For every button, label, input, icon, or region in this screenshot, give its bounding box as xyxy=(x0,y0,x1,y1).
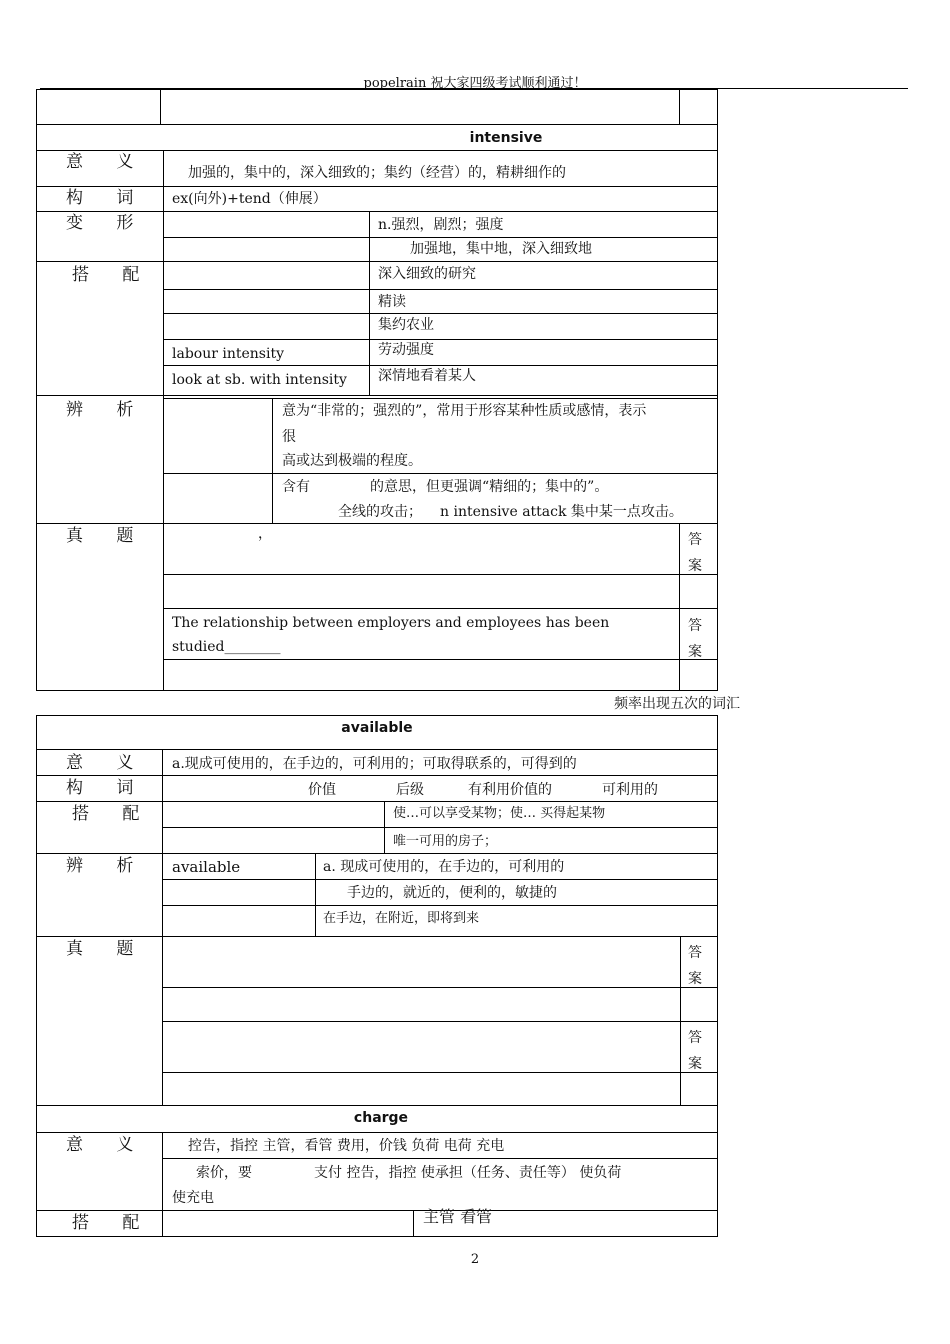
charge-meaning-1: 控告，指控 主管，看管 费用，价钱 负荷 电荷 充电 xyxy=(188,1138,505,1154)
intensive-distinction-1-line2: 很 xyxy=(282,429,296,445)
intensive-colloc-1-zh: 深入细致的研究 xyxy=(378,266,476,282)
available-answer-2: 答案 xyxy=(688,1030,702,1072)
intensive-colloc-5-en: look at sb. with intensity xyxy=(172,372,347,388)
intensive-word: intensive xyxy=(469,130,543,146)
intensive-distinction-2c: 全线的攻击； xyxy=(338,504,422,520)
intensive-forms-label: 变 形 xyxy=(66,213,148,233)
charge-meaning-label: 意 义 xyxy=(66,1135,148,1155)
charge-word: charge xyxy=(353,1110,409,1126)
intensive-exam-2-line2: studied________ xyxy=(172,639,281,655)
available-collocation-label: 搭 配 xyxy=(72,804,154,824)
charge-collocation-label: 搭 配 xyxy=(72,1213,154,1233)
intensive-form-2: 加强地，集中地，深入细致地 xyxy=(410,241,592,257)
page-header: popelrain 祝大家四级考试顺利通过！ xyxy=(363,76,587,91)
available-formation-4: 可利用的 xyxy=(602,782,658,798)
available-distinction-2: 手边的，就近的，便利的，敏捷的 xyxy=(347,885,557,901)
charge-meaning-2a: 索价，要 xyxy=(196,1165,252,1181)
available-distinction-3: 在手边，在附近，即将到来 xyxy=(323,911,480,926)
charge-meaning-2b: 支付 控告，指控 使承担（任务、责任等） 使负荷 xyxy=(314,1165,622,1181)
charge-collocation: 主管 看管 xyxy=(423,1207,493,1226)
available-answer-1: 答案 xyxy=(688,945,702,987)
intensive-distinction-2b: 的意思，但更强调“精细的；集中的”。 xyxy=(370,479,609,495)
page-number: 2 xyxy=(470,1252,480,1267)
available-formation-label: 构 词 xyxy=(66,778,148,798)
intensive-answer-2: 答案 xyxy=(688,618,702,660)
intensive-distinction-1-line1: 意为“非常的；强烈的”，常用于形容某种性质或感情，表示 xyxy=(282,403,647,419)
available-formation-1: 价值 xyxy=(308,782,336,798)
intensive-meaning-label: 意 义 xyxy=(66,152,148,172)
available-colloc-2: 唯一可用的房子； xyxy=(393,834,498,849)
intensive-answer-1-a: 答案 xyxy=(688,532,702,574)
available-distinction-1: a. 现成可使用的，在手边的，可利用的 xyxy=(323,859,565,875)
available-meaning: a.现成可使用的，在手边的，可利用的；可取得联系的，可得到的 xyxy=(172,756,577,772)
intensive-exam-1: ， xyxy=(258,526,272,542)
intensive-distinction-2a: 含有 xyxy=(282,479,310,495)
available-colloc-1: 使…可以享受某物；使… 买得起某物 xyxy=(393,806,606,821)
intensive-formation-label: 构 词 xyxy=(66,188,148,208)
intensive-distinction-label: 辨 析 xyxy=(66,400,148,420)
available-formation-3: 有利用价值的 xyxy=(468,782,552,798)
intensive-collocation-label: 搭 配 xyxy=(72,265,154,285)
intensive-colloc-3-zh: 集约农业 xyxy=(378,317,434,333)
intensive-form-1: n.强烈，剧烈；强度 xyxy=(378,217,504,233)
intensive-exam-label: 真 题 xyxy=(66,526,148,546)
intensive-colloc-4-zh: 劳动强度 xyxy=(378,342,434,358)
intensive-exam-2-line1: The relationship between employers and employees has been xyxy=(172,615,610,631)
charge-meaning-2c: 使充电 xyxy=(172,1190,214,1206)
intensive-distinction-1-line3: 高或达到极端的程度。 xyxy=(282,453,422,469)
intensive-colloc-2-zh: 精读 xyxy=(378,294,406,310)
intensive-distinction-2d: n intensive attack 集中某一点攻击。 xyxy=(440,504,683,520)
intensive-formation: ex(向外)+tend（伸展） xyxy=(172,191,327,207)
intensive-meaning: 加强的，集中的，深入细致的；集约（经营）的，精耕细作的 xyxy=(188,165,566,181)
available-exam-label: 真 题 xyxy=(66,939,148,959)
available-formation-2: 后级 xyxy=(396,782,424,798)
available-word: available xyxy=(341,720,413,736)
available-distinction-label: 辨 析 xyxy=(66,856,148,876)
intensive-colloc-5-zh: 深情地看着某人 xyxy=(378,368,476,384)
available-meaning-label: 意 义 xyxy=(66,753,148,773)
frequency-note: 频率出现五次的词汇 xyxy=(614,696,740,712)
intensive-colloc-4-en: labour intensity xyxy=(172,346,284,362)
available-distinction-word: available xyxy=(172,858,241,876)
